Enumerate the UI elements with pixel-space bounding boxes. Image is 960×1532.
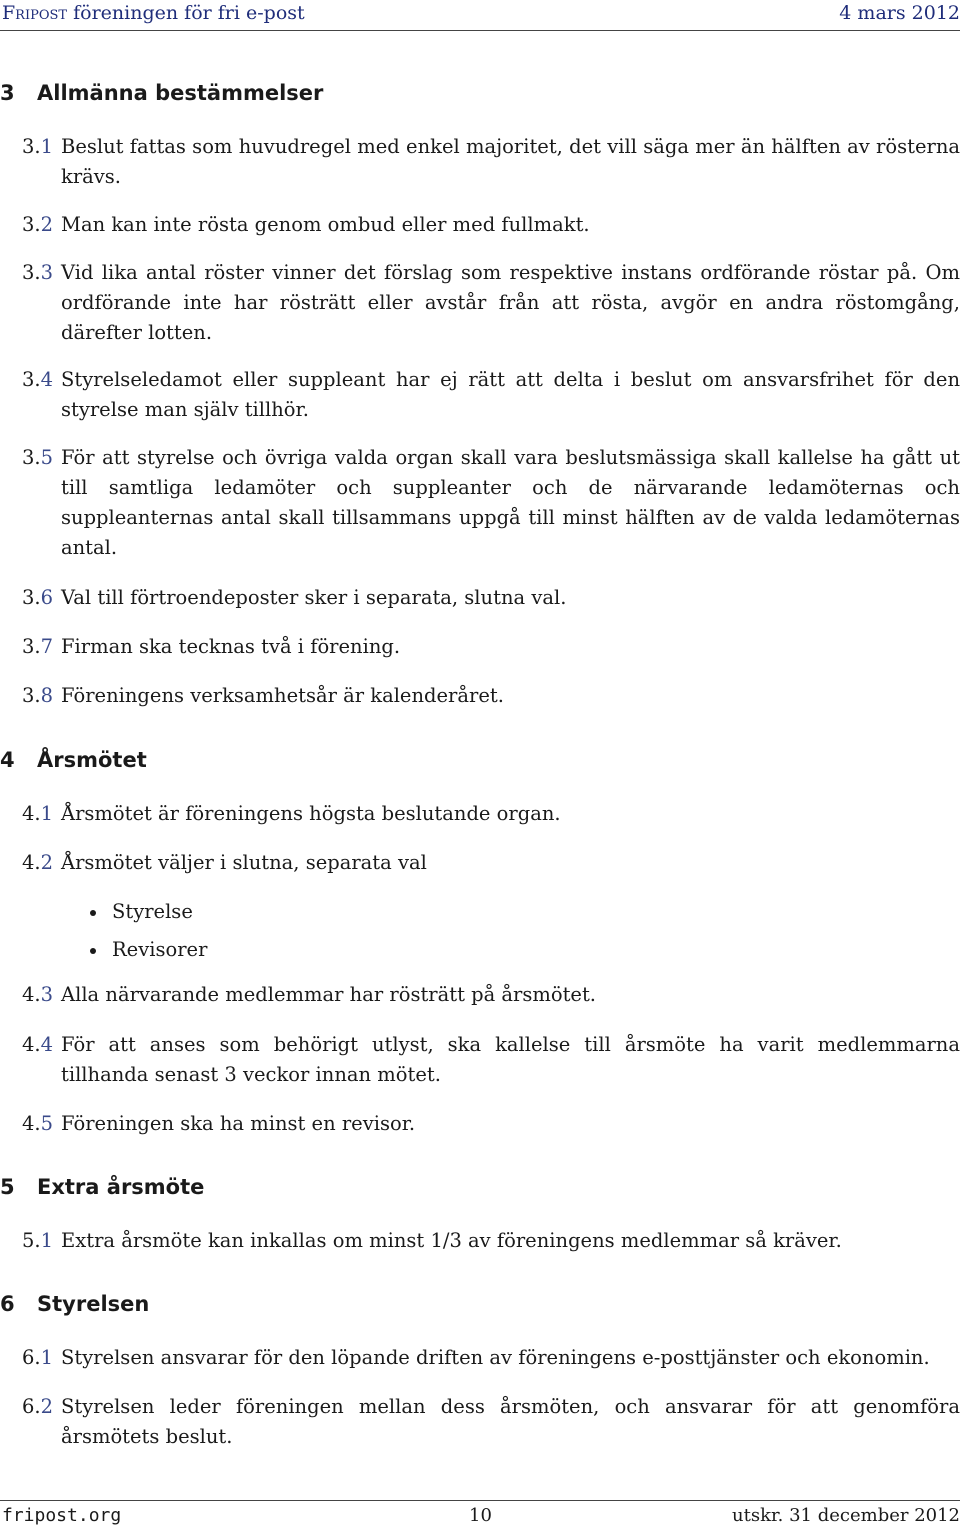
- section-number: 6: [0, 1292, 15, 1316]
- section-heading-3: [0, 78, 960, 108]
- clause-text: Styrelsen ansvarar för den löpande driften av föreningens e-posttjänster och ekonomin.: [61, 1346, 930, 1369]
- section-title: Årsmötet: [37, 748, 147, 772]
- title-rest: föreningen för fri e-post: [67, 2, 305, 24]
- clause-text: Årsmötet väljer i slutna, separata val: [61, 851, 427, 874]
- clause-3-4: [0, 365, 960, 425]
- footer-site-link: fripost.org: [2, 1505, 122, 1526]
- clause-text: Val till förtroendeposter sker i separata, slutna val.: [61, 586, 567, 609]
- section-number: 4: [0, 748, 15, 772]
- list-item: Revisorer: [90, 931, 960, 969]
- clause-5-1: [0, 1226, 960, 1256]
- clause-number: 3.3: [22, 261, 54, 284]
- section-number: 5: [0, 1175, 15, 1199]
- document-body: [0, 78, 960, 1452]
- clause-number: 3.6: [22, 586, 54, 609]
- clause-3-2: [0, 210, 960, 240]
- page-number: 10: [469, 1505, 492, 1526]
- clause-text: Årsmötet är föreningens högsta beslutande organ.: [61, 802, 561, 825]
- clause-text: För att styrelse och övriga valda organ skall vara beslutsmässiga skall kallelse ha gått ut till samtliga ledamöter och suppleanter och de närvarande ledamöternas och suppleanternas antal skall tillsammans uppgå till minst hälften av de valda ledamöternas antal.: [61, 446, 960, 559]
- clause-text: Extra årsmöte kan inkallas om minst 1/3 av föreningens medlemmar så kräver.: [61, 1229, 842, 1252]
- clause-text: Styrelseledamot eller suppleant har ej rätt att delta i beslut om ansvarsfrihet för den styrelse man själv tillhör.: [61, 368, 960, 421]
- list-item: Styrelse: [90, 893, 960, 931]
- clause-number: 3.7: [22, 635, 54, 658]
- section-number: 3: [0, 81, 15, 105]
- clause-3-3: [0, 258, 960, 348]
- clause-text: För att anses som behörigt utlyst, ska kallelse till årsmöte ha varit medlemmarna tillhanda senast 3 veckor innan mötet.: [61, 1033, 960, 1086]
- clause-number: 3.4: [22, 368, 54, 391]
- clause-4-5: [0, 1109, 960, 1139]
- page-header: [0, 0, 960, 28]
- clause-number: 4.2: [22, 851, 54, 874]
- clause-number: 6.1: [22, 1346, 54, 1369]
- section-title: Extra årsmöte: [37, 1175, 205, 1199]
- clause-text: Föreningens verksamhetsår är kalenderåret.: [61, 684, 504, 707]
- clause-3-6: [0, 583, 960, 613]
- clause-number: 6.2: [22, 1395, 54, 1418]
- clause-3-1: [0, 132, 960, 192]
- clause-number: 5.1: [22, 1229, 54, 1252]
- header-date: 4 mars 2012: [839, 2, 960, 24]
- document-title: [2, 2, 305, 24]
- section-title: Allmänna bestämmelser: [37, 81, 324, 105]
- clause-4-4: [0, 1030, 960, 1090]
- clause-number: 4.5: [22, 1112, 54, 1135]
- clause-number: 3.8: [22, 684, 54, 707]
- clause-number: 3.5: [22, 446, 54, 469]
- section-heading-5: [0, 1172, 960, 1202]
- clause-3-7: [0, 632, 960, 662]
- section-title: Styrelsen: [37, 1292, 150, 1316]
- section-heading-4: [0, 745, 960, 775]
- clause-3-8: [0, 681, 960, 711]
- clause-text: Alla närvarande medlemmar har rösträtt på årsmötet.: [61, 983, 597, 1006]
- clause-4-3: [0, 980, 960, 1010]
- section-heading-6: [0, 1289, 960, 1319]
- header-divider: [0, 30, 960, 31]
- clause-text: Föreningen ska ha minst en revisor.: [61, 1112, 416, 1135]
- title-org-name: Fripost: [2, 2, 68, 24]
- footer-print-date: utskr. 31 december 2012: [732, 1505, 960, 1526]
- clause-4-1: [0, 799, 960, 829]
- clause-number: 4.4: [22, 1033, 54, 1056]
- election-list: [0, 893, 960, 969]
- clause-number: 4.3: [22, 983, 54, 1006]
- clause-text: Beslut fattas som huvudregel med enkel majoritet, det vill säga mer än hälften av rösterna krävs.: [61, 135, 960, 188]
- clause-text: Man kan inte rösta genom ombud eller med fullmakt.: [61, 213, 590, 236]
- clause-number: 3.2: [22, 213, 54, 236]
- clause-6-2: [0, 1392, 960, 1452]
- clause-4-2: [0, 848, 960, 878]
- clause-text: Vid lika antal röster vinner det förslag som respektive instans ordförande röstar på. Om ordförande inte har rösträtt eller avstår från att rösta, avgör en andra röstomgång, därefter lotten.: [61, 261, 960, 344]
- clause-text: Firman ska tecknas två i förening.: [61, 635, 401, 658]
- clause-text: Styrelsen leder föreningen mellan dess årsmöten, och ansvarar för att genomföra årsmötets beslut.: [61, 1395, 960, 1448]
- clause-number: 3.1: [22, 135, 54, 158]
- clause-3-5: [0, 443, 960, 563]
- clause-6-1: [0, 1343, 960, 1373]
- footer-divider: [0, 1500, 960, 1501]
- clause-number: 4.1: [22, 802, 54, 825]
